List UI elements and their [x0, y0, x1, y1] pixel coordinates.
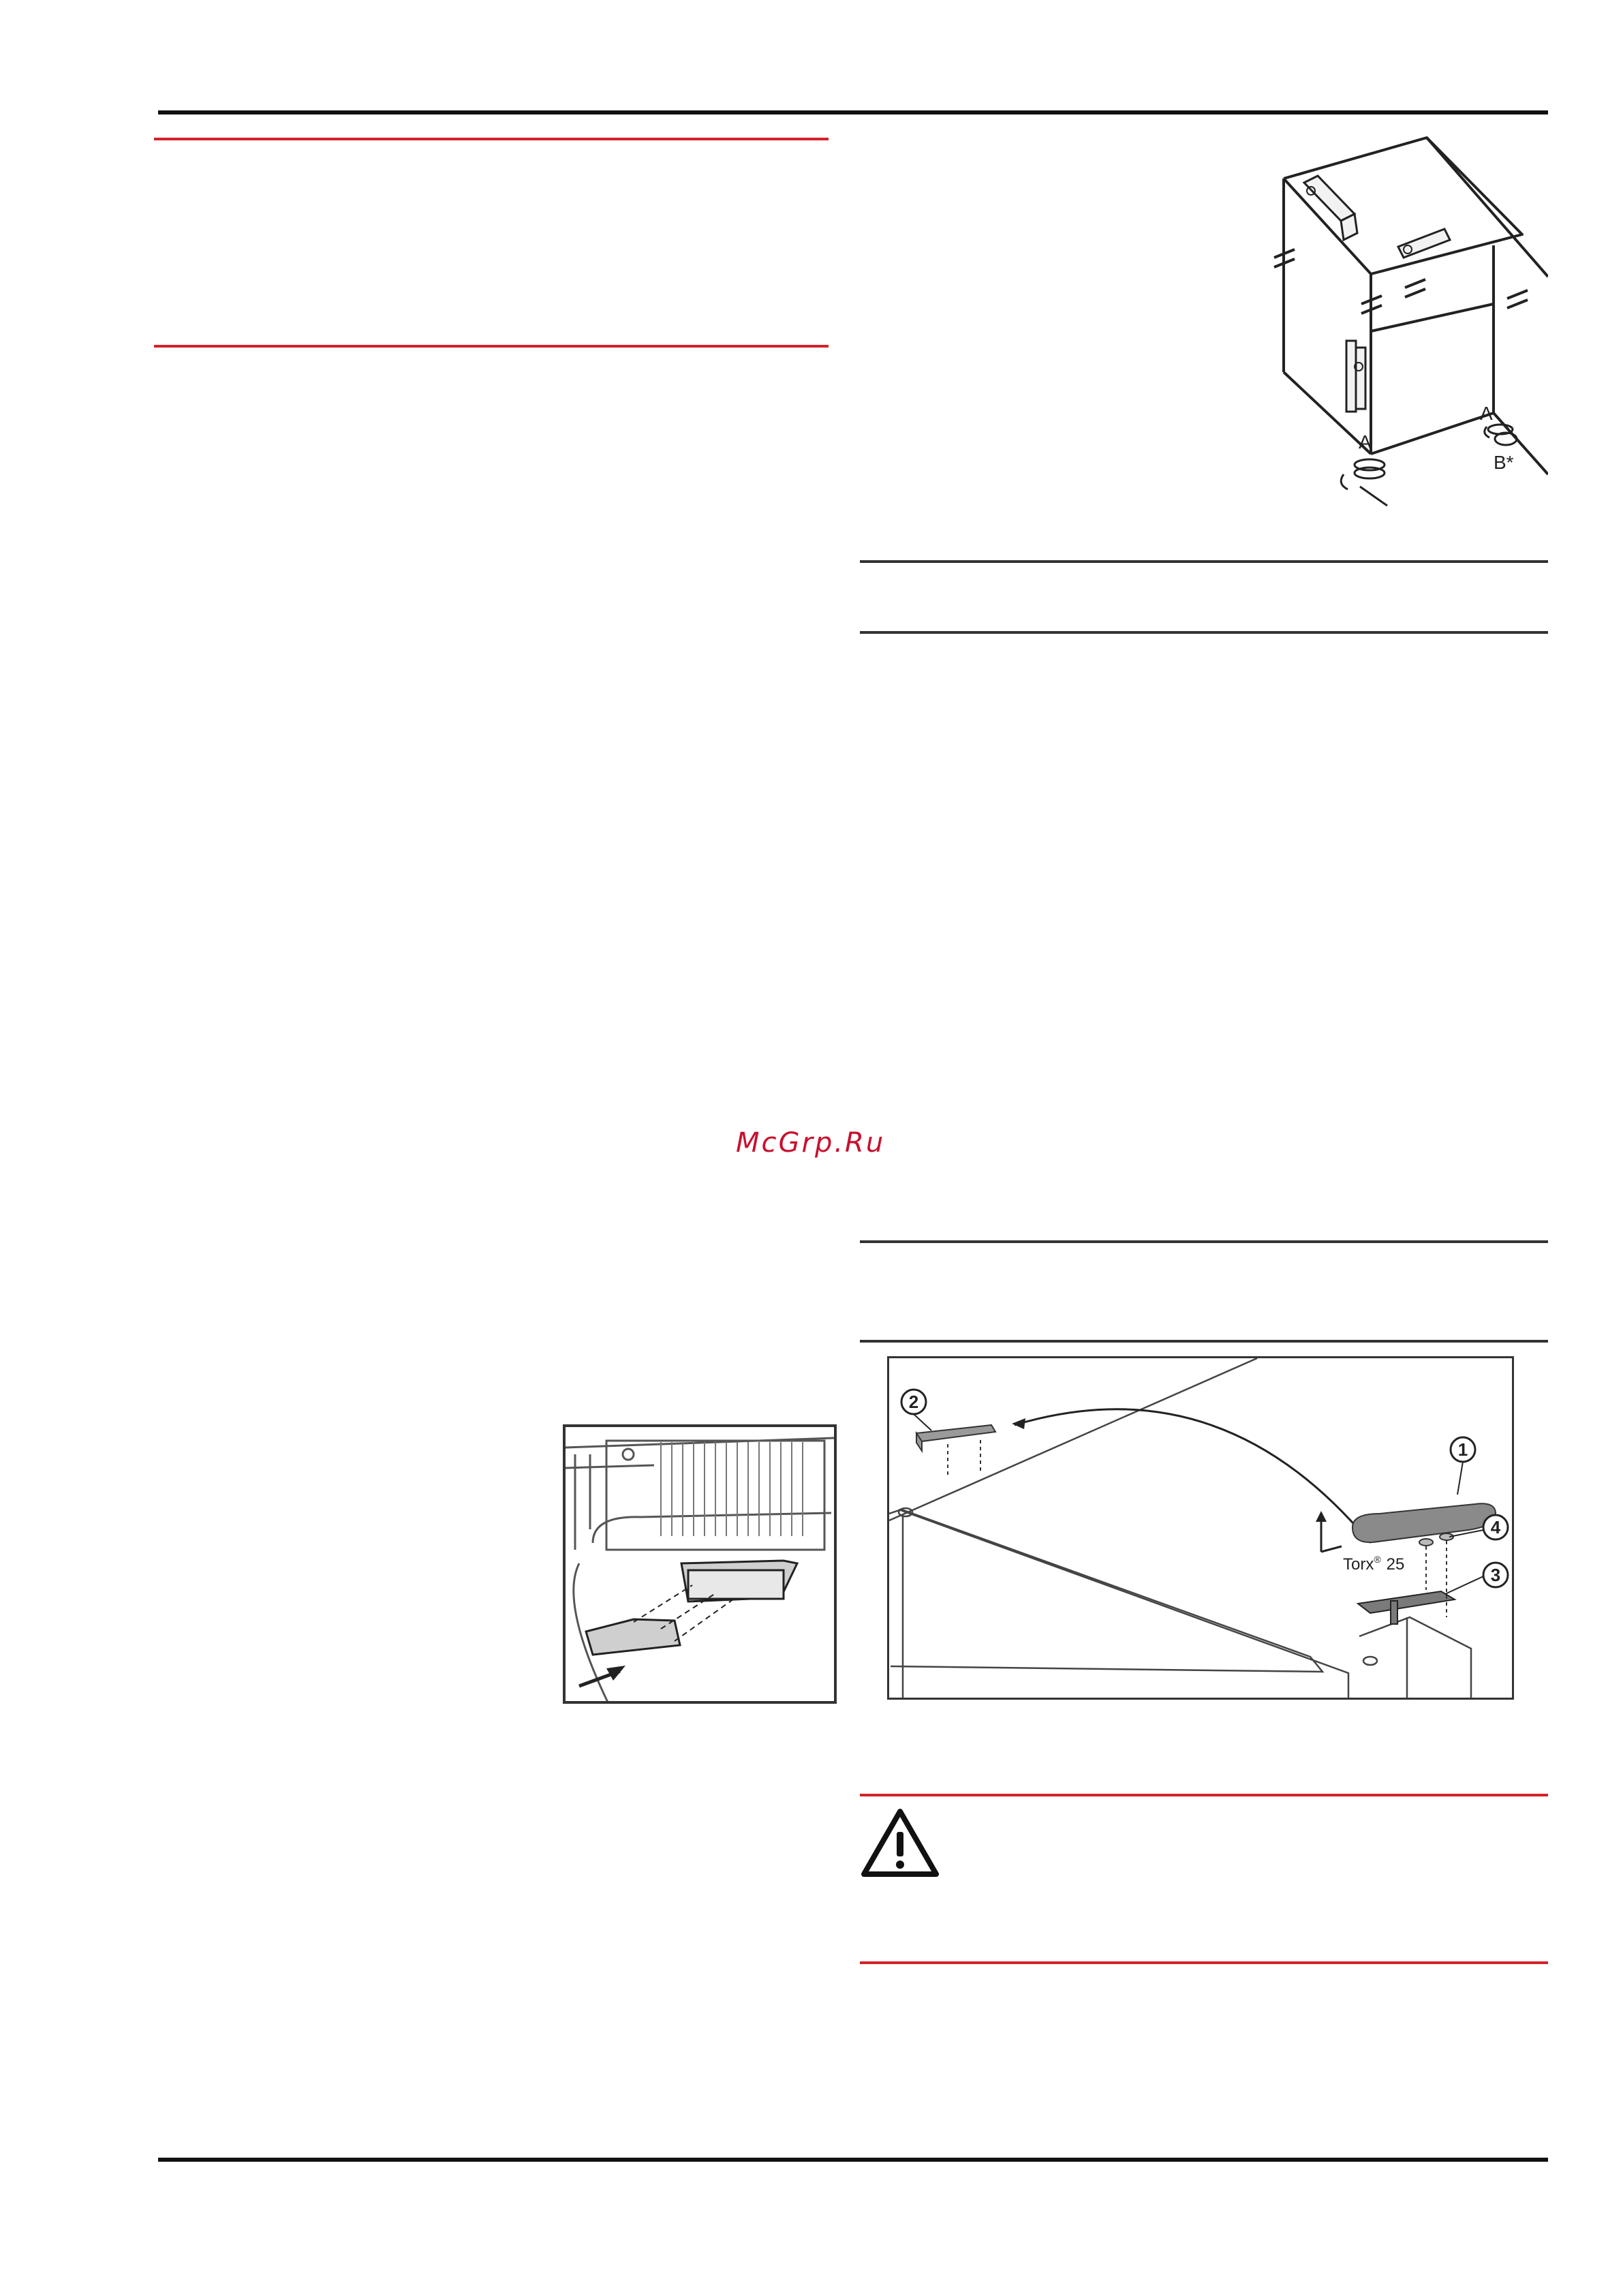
note-bottom-rule [154, 345, 829, 348]
header-rule [158, 110, 1548, 114]
connector-figure [563, 1424, 837, 1704]
torx-label: Torx [1343, 1555, 1374, 1574]
note-top-rule [154, 138, 829, 140]
warning-top-rule [860, 1794, 1548, 1796]
cabinet-leveling-figure [1247, 134, 1548, 510]
section-rule-3 [860, 1240, 1548, 1243]
section-rule-1 [860, 560, 1548, 563]
foot-label-a-left: A [1359, 431, 1372, 453]
warning-bottom-rule [860, 1961, 1548, 1964]
svg-text:Torx®25 [1343, 1554, 1404, 1574]
torx-registered: ® [1374, 1554, 1381, 1565]
section-rule-4 [860, 1340, 1548, 1343]
footer-rule [158, 2158, 1548, 2162]
section-rule-2 [860, 631, 1548, 634]
torx-size: 25 [1386, 1555, 1405, 1574]
watermark: McGrp.Ru [736, 1127, 886, 1159]
door-hinge-figure [887, 1356, 1514, 1700]
foot-label-a-right: A [1480, 403, 1493, 424]
warning-icon [860, 1807, 940, 1878]
callout-1: 1 [1457, 1439, 1468, 1460]
foot-label-b: B* [1494, 452, 1514, 473]
callout-3: 3 [1490, 1565, 1501, 1585]
callout-2: 2 [908, 1392, 919, 1412]
callout-4: 4 [1490, 1517, 1501, 1537]
